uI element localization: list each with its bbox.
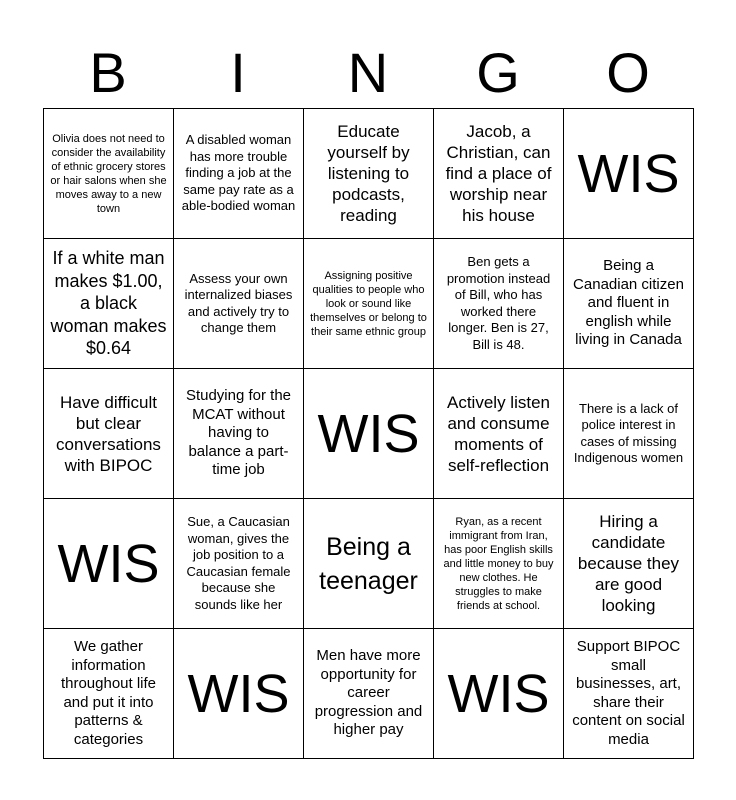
bingo-cell[interactable] (44, 109, 174, 239)
cell-text: Jacob, a Christian, can find a place of worship near his house (445, 122, 552, 225)
bingo-cell[interactable] (564, 239, 694, 369)
title-letter-b: B (89, 41, 127, 104)
cell-text: Olivia does not need to consider the availability of ethnic grocery stores or hair salons when she moves away to a new town (50, 132, 167, 215)
cell-text: Support BIPOC small businesses, art, share their content on social media (572, 638, 685, 748)
bingo-cell[interactable] (564, 499, 694, 629)
bingo-cell[interactable] (434, 239, 564, 369)
bingo-cell[interactable] (564, 629, 694, 759)
bingo-cell[interactable] (304, 499, 434, 629)
bingo-board (43, 108, 694, 759)
cell-text: WIS (57, 533, 160, 594)
bingo-cell[interactable] (44, 369, 174, 499)
bingo-cell[interactable] (174, 109, 304, 239)
bingo-cell[interactable] (174, 239, 304, 369)
bingo-cell[interactable] (434, 499, 564, 629)
bingo-cell[interactable] (44, 629, 174, 759)
cell-text: Hiring a candidate because they are good looking (577, 512, 680, 615)
bingo-cell[interactable] (174, 369, 304, 499)
bingo-cell[interactable] (304, 109, 434, 239)
cell-text: Studying for the MCAT without having to balance a part-time job (185, 387, 292, 479)
title-letter-o: O (606, 41, 650, 104)
bingo-cell[interactable] (304, 239, 434, 369)
bingo-cell[interactable] (174, 499, 304, 629)
bingo-cell[interactable] (564, 369, 694, 499)
cell-text: Being a Canadian citizen and fluent in english while living in Canada (573, 257, 684, 349)
cell-text: We gather information throughout life and put it into patterns & categories (60, 638, 157, 748)
cell-text: If a white man makes $1.00, a black woman makes $0.64 (50, 248, 167, 359)
bingo-cell[interactable] (564, 109, 694, 239)
cell-text: WIS (447, 663, 550, 724)
cell-text: There is a lack of police interest in cases of missing Indigenous women (573, 400, 684, 465)
cell-text: Educate yourself by listening to podcasts, reading (327, 122, 410, 225)
title-letter-i: I (230, 41, 246, 104)
bingo-cell[interactable] (44, 499, 174, 629)
title-letter-n: N (347, 41, 389, 104)
cell-text: Assess your own internalized biases and actively try to change them (184, 270, 293, 335)
bingo-cell[interactable] (44, 239, 174, 369)
bingo-cell[interactable] (174, 629, 304, 759)
bingo-title (43, 40, 693, 106)
title-letter-g: G (476, 41, 520, 104)
cell-text: WIS (187, 663, 290, 724)
cell-text: WIS (577, 143, 680, 204)
cell-text: WIS (317, 403, 420, 464)
bingo-cell[interactable] (434, 109, 564, 239)
cell-text: Being a teenager (319, 532, 418, 595)
bingo-cell[interactable] (304, 369, 434, 499)
bingo-cell[interactable] (434, 629, 564, 759)
cell-text: Have difficult but clear conversations with BIPOC (56, 392, 161, 475)
cell-text: Actively listen and consume moments of self-reflection (447, 392, 550, 475)
cell-text: A disabled woman has more trouble finding a job at the same pay rate as a able-bodied woman (181, 132, 296, 214)
cell-text: Ben gets a promotion instead of Bill, who has worked there longer. Ben is 27, Bill is 48. (446, 254, 551, 352)
bingo-cell[interactable] (304, 629, 434, 759)
bingo-cell[interactable] (434, 369, 564, 499)
cell-text: Men have more opportunity for career progression and higher pay (314, 647, 423, 739)
cell-text: Assigning positive qualities to people who look or sound like themselves or belong to their same ethnic group (310, 269, 427, 338)
cell-text: Sue, a Caucasian woman, gives the job position to a Caucasian female because she sounds like her (186, 514, 291, 612)
cell-text: Ryan, as a recent immigrant from Iran, has poor English skills and little money to buy new clothes. He struggles to make friends at school. (443, 515, 554, 612)
